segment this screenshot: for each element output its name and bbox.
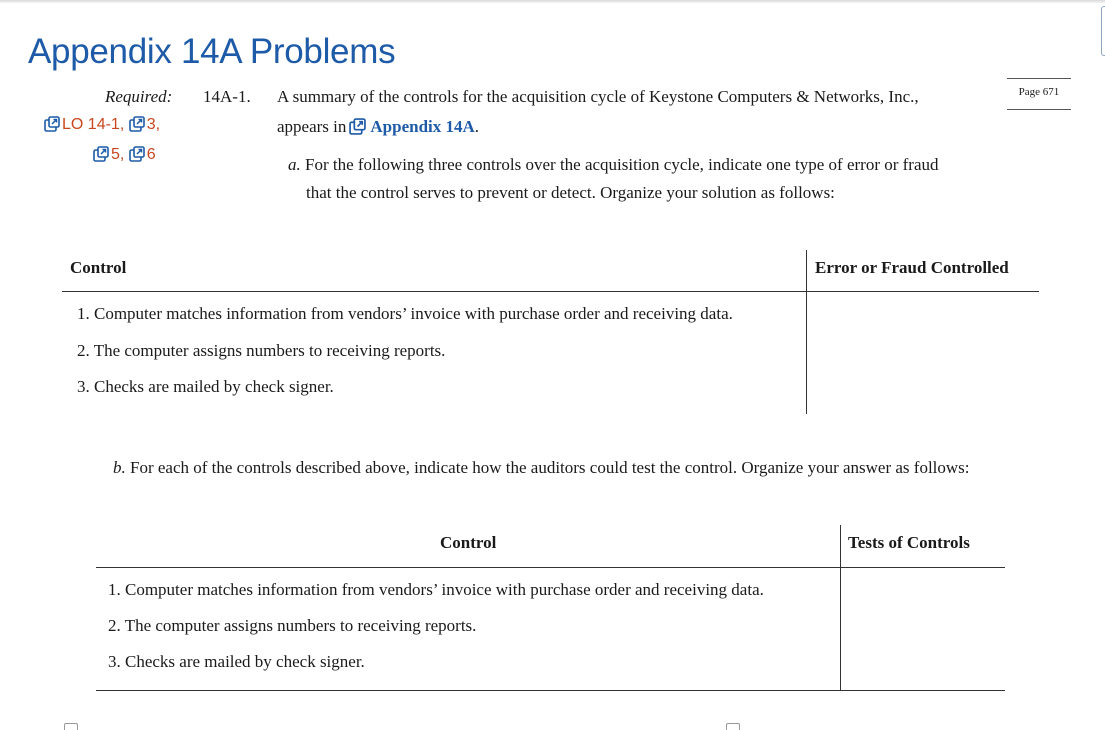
problem-number: 14A-1. xyxy=(203,87,251,106)
lo-link-6[interactable] xyxy=(129,146,156,163)
partial-icon-bottom-right xyxy=(726,723,740,730)
table-row: 1. Computer matches information from vendors’ invoice with purchase order and receiving data. xyxy=(77,304,733,323)
learning-objectives-line-2 xyxy=(93,146,156,164)
problem-statement-line-1: A summary of the controls for the acquisition cycle of Keystone Computers & Networks, Inc., xyxy=(277,87,919,106)
table-b-bottom-rule xyxy=(96,690,1005,691)
lo-link-label: LO 14-1, xyxy=(62,116,125,133)
external-link-icon[interactable] xyxy=(349,118,366,135)
table-row: 2. The computer assigns numbers to receiving reports. xyxy=(108,616,477,635)
external-link-icon xyxy=(129,146,145,162)
lo-link-label: 6 xyxy=(146,146,156,163)
table-b-header-rule xyxy=(96,567,1005,568)
table-a-header-control: Control xyxy=(70,258,127,277)
part-b-body: For each of the controls described above, indicate how the auditors could test the control. Organize your answer as follows: xyxy=(130,458,970,477)
page-marker: Page 671 xyxy=(1007,78,1071,110)
partial-icon-bottom-left xyxy=(64,723,78,730)
lo-link-5[interactable] xyxy=(93,146,129,163)
top-shadow-rule xyxy=(0,0,1105,3)
lo-link-label: 3, xyxy=(146,116,161,133)
part-b-letter: b. xyxy=(113,458,126,477)
part-b-text xyxy=(113,458,970,478)
external-link-icon xyxy=(129,116,145,132)
table-row: 3. Checks are mailed by check signer. xyxy=(108,652,365,671)
external-link-icon xyxy=(93,146,109,162)
table-row: 3. Checks are mailed by check signer. xyxy=(77,377,334,396)
lo-link-3[interactable] xyxy=(129,116,160,133)
page-title: Appendix 14A Problems xyxy=(28,32,396,71)
table-row: 1. Computer matches information from vendors’ invoice with purchase order and receiving data. xyxy=(108,580,764,599)
table-b-column-divider xyxy=(840,525,841,691)
table-row: 2. The computer assigns numbers to receiving reports. xyxy=(77,341,446,360)
problem-statement-line-2 xyxy=(277,117,479,137)
statement-prefix: appears in xyxy=(277,117,347,136)
scroll-edge-marker[interactable] xyxy=(1101,6,1105,56)
table-b-header-control: Control xyxy=(440,533,497,552)
part-a-text-line-1 xyxy=(288,155,939,175)
part-a-text-line-2: that the control serves to prevent or detect. Organize your solution as follows: xyxy=(306,183,835,202)
required-label: Required: xyxy=(105,87,173,106)
table-a-header-rule xyxy=(62,291,1039,292)
lo-link-14-1[interactable] xyxy=(44,116,129,133)
learning-objectives-line-1 xyxy=(44,116,160,134)
external-link-icon xyxy=(44,116,60,132)
part-a-line1-text: For the following three controls over the acquisition cycle, indicate one type of error or fraud xyxy=(305,155,939,174)
lo-link-label: 5, xyxy=(111,146,125,163)
statement-suffix: . xyxy=(474,117,480,136)
table-b-header-tests: Tests of Controls xyxy=(848,533,970,552)
table-a-header-error-fraud: Error or Fraud Controlled xyxy=(815,258,1009,277)
table-a-column-divider xyxy=(806,250,807,414)
part-a-letter: a. xyxy=(288,155,301,174)
appendix-14a-link[interactable]: Appendix 14A xyxy=(370,117,475,136)
